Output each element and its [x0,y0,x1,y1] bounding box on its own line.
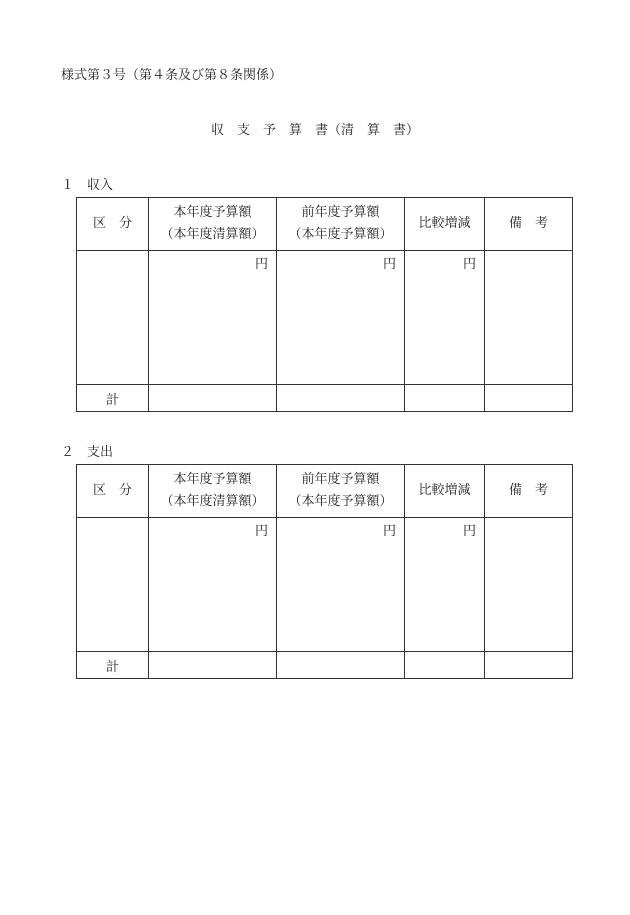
form-number: 様式第３号（第４条及び第８条関係） [61,68,283,83]
expense-previous-amount-cell[interactable] [277,518,405,652]
income-current-amount-cell[interactable] [149,251,277,385]
category-header-label: 区 分 [92,216,132,231]
yen-unit-label: 円 [462,524,476,539]
comparison-header [405,198,485,251]
category-header-label: 区 分 [92,483,132,498]
comparison-header [405,465,485,518]
expense-total-previous-cell[interactable] [277,652,405,679]
income-total-remarks-cell[interactable] [485,385,573,412]
previous-amount-header [277,465,405,518]
previous-amount-header-line1: 前年度予算額 [301,205,380,220]
yen-unit-label: 円 [254,257,268,272]
income-previous-amount-cell[interactable] [277,251,405,385]
expense-section-heading: ２ 支出 [61,445,114,460]
document-title: 収 支 予 算 書（清 算 書） [210,123,419,138]
expense-entry-row [77,518,573,652]
yen-unit-label: 円 [382,524,396,539]
income-total-row [77,385,573,412]
income-section-heading: １ 収入 [61,178,114,193]
expense-total-comparison-cell[interactable] [405,652,485,679]
income-header-row [77,198,573,251]
remarks-header-label: 備 考 [508,483,548,498]
previous-amount-header-line2: （本年度予算額） [288,227,393,242]
previous-amount-header-line2: （本年度予算額） [288,494,393,509]
expense-total-remarks-cell[interactable] [485,652,573,679]
current-amount-header-line2: （本年度清算額） [160,227,265,242]
expense-table [76,464,573,679]
income-remarks-cell[interactable] [485,251,573,385]
current-amount-header-line2: （本年度清算額） [160,494,265,509]
income-entry-row [77,251,573,385]
income-total-label: 計 [77,385,149,412]
current-amount-header [149,198,277,251]
expense-header-row [77,465,573,518]
yen-unit-label: 円 [254,524,268,539]
category-header [77,465,149,518]
comparison-header-label: 比較増減 [418,216,471,231]
remarks-header-label: 備 考 [508,216,548,231]
yen-unit-label: 円 [462,257,476,272]
expense-total-current-cell[interactable] [149,652,277,679]
income-comparison-cell[interactable] [405,251,485,385]
expense-total-label: 計 [77,652,149,679]
previous-amount-header [277,198,405,251]
income-table [76,197,573,412]
yen-unit-label: 円 [382,257,396,272]
expense-total-row [77,652,573,679]
remarks-header [485,198,573,251]
current-amount-header-line1: 本年度予算額 [173,472,252,487]
current-amount-header-line1: 本年度予算額 [173,205,252,220]
remarks-header [485,465,573,518]
expense-comparison-cell[interactable] [405,518,485,652]
current-amount-header [149,465,277,518]
income-category-cell[interactable] [77,251,149,385]
expense-category-cell[interactable] [77,518,149,652]
income-total-previous-cell[interactable] [277,385,405,412]
category-header [77,198,149,251]
expense-remarks-cell[interactable] [485,518,573,652]
previous-amount-header-line1: 前年度予算額 [301,472,380,487]
income-total-comparison-cell[interactable] [405,385,485,412]
income-total-current-cell[interactable] [149,385,277,412]
expense-current-amount-cell[interactable] [149,518,277,652]
comparison-header-label: 比較増減 [418,483,471,498]
